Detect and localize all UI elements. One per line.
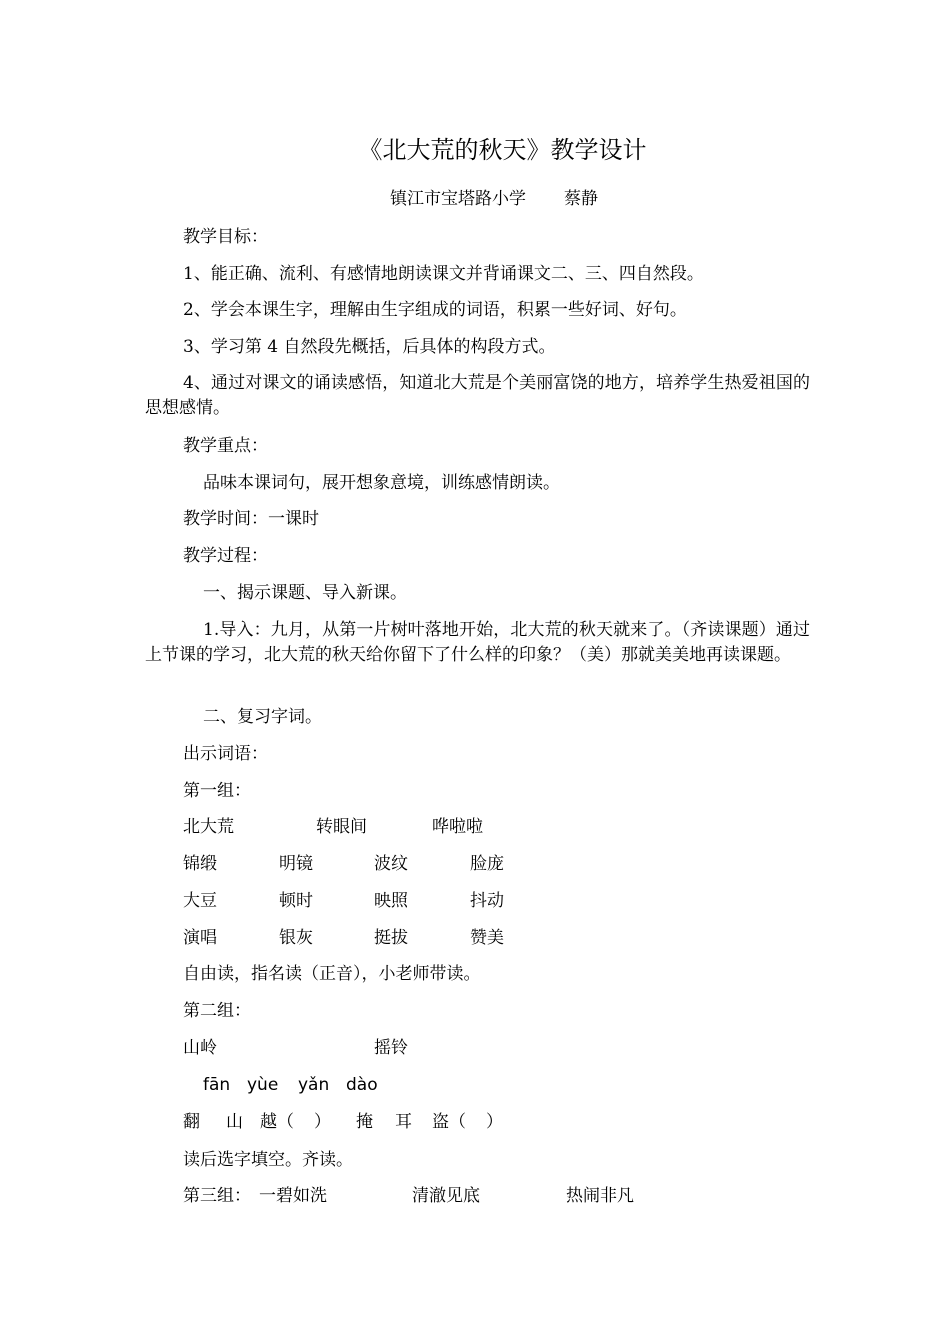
time-line: 教学时间：一课时 [183,509,319,529]
word-cell: 摇铃 [374,1038,408,1058]
idiom-char: 越（ [260,1112,294,1132]
group1-label: 第一组： [183,781,251,801]
word-cell: 挺拔 [374,928,408,948]
goal-item: 2、学会本课生字，理解由生字组成的词语，积累一些好词、好句。 [183,300,687,320]
show-words-label: 出示词语： [183,744,268,764]
idiom-char: 耳 [395,1112,412,1132]
word-cell: 抖动 [470,891,504,911]
pinyin-cell: yǎn [298,1075,330,1095]
idiom-char: 掩 [356,1112,373,1132]
word-cell: 波纹 [374,854,408,874]
word-cell: 山岭 [183,1038,217,1058]
goals-heading: 教学目标： [183,227,268,247]
pinyin-cell: yùe [247,1075,279,1095]
idiom-char: 盗（ [432,1112,466,1132]
word-cell: 北大荒 [183,817,234,837]
word-cell: 大豆 [183,891,217,911]
group3-label: 第三组： [183,1186,251,1206]
idiom-char: 翻 [183,1112,200,1132]
word-cell: 哗啦啦 [432,817,483,837]
page-title: 《北大荒的秋天》教学设计 [358,136,647,164]
goal-item: 3、学习第 4 自然段先概括，后具体的构段方式。 [183,337,556,357]
focus-text: 品味本课词句，展开想象意境，训练感情朗读。 [203,473,560,493]
idiom-char: ） [486,1112,503,1132]
step2-heading: 二、复习字词。 [203,707,322,727]
idiom-char: 山 [226,1112,243,1132]
idiom-char: ） [314,1112,331,1132]
word-cell: 银灰 [279,928,313,948]
word-cell: 清澈见底 [412,1186,480,1206]
step1-heading: 一、揭示课题、导入新课。 [203,583,407,603]
word-cell: 脸庞 [470,854,504,874]
group2-note: 读后选字填空。齐读。 [183,1150,353,1170]
goal-item: 1、能正确、流利、有感情地朗读课文并背诵课文二、三、四自然段。 [183,264,704,284]
process-heading: 教学过程： [183,546,268,566]
pinyin-cell: dào [346,1075,378,1095]
word-cell: 顿时 [279,891,313,911]
pinyin-cell: fān [203,1075,231,1095]
author-line [390,188,598,210]
word-cell: 转眼间 [316,817,367,837]
step1-text: 1.导入：九月，从第一片树叶落地开始，北大荒的秋天就来了。（齐读课题）通过上节课的学习，北大荒的秋天给你留下了什么样的印象？（美）那就美美地再读课题。 [145,620,810,665]
word-cell: 热闹非凡 [566,1186,634,1206]
author-school: 镇江市宝塔路小学 [390,189,526,209]
author-name: 蔡静 [564,189,598,209]
word-cell: 锦缎 [183,854,217,874]
focus-heading: 教学重点： [183,436,268,456]
word-cell: 赞美 [470,928,504,948]
goal-item: 4、通过对课文的诵读感悟，知道北大荒是个美丽富饶的地方，培养学生热爱祖国的思想感情。 [145,373,810,418]
word-cell: 一碧如洗 [259,1186,327,1206]
group1-note: 自由读，指名读（正音），小老师带读。 [183,964,481,984]
word-cell: 明镜 [279,854,313,874]
word-cell: 映照 [374,891,408,911]
word-cell: 演唱 [183,928,217,948]
group2-label: 第二组： [183,1001,251,1021]
